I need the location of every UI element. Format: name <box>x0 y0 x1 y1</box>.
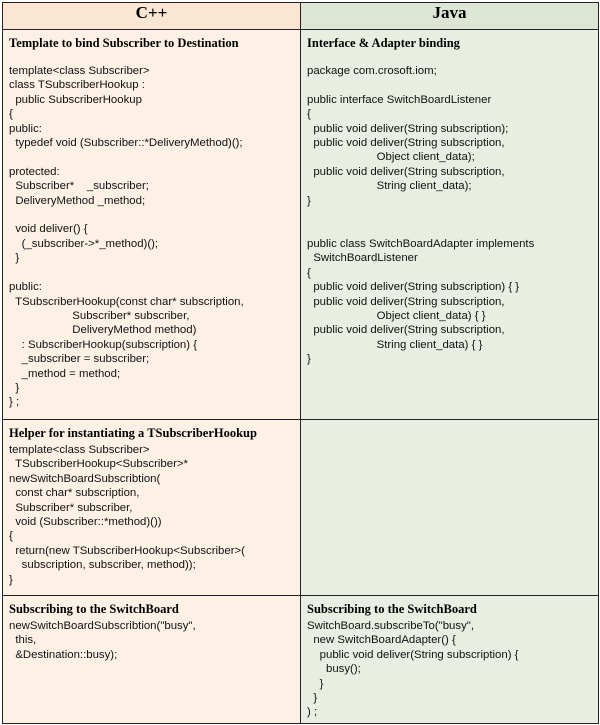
cpp-column-header: C++ <box>3 3 301 30</box>
java-subscribe-code: SwitchBoard.subscribeTo("busy", new SwitchBoardAdapter() { public void deliver(String subscription) { busy(); } } ) ; <box>307 620 519 719</box>
java-binding-code: package com.crosoft.iom; public interface SwitchBoardListener { public void deliver(String subscription); public void deliver(String subscription, Object client_data); public void deliver(String subscription, String client_data); } public class SwitchBoardAdapter implements SwitchBoardListener { public void deliver(String subscription) { } public void deliver(String subscription, Object client_data) { } public void deliver(String subscription, String client_data) { } } <box>307 65 535 366</box>
cpp-helper-title: Helper for instantiating a TSubscriberHookup <box>9 426 257 440</box>
java-subscribe-title: Subscribing to the SwitchBoard <box>307 602 477 616</box>
java-binding-title: Interface & Adapter binding <box>307 36 460 50</box>
cpp-subscribe-title: Subscribing to the SwitchBoard <box>9 602 179 616</box>
cpp-helper-code: template<class Subscriber> TSubscriberHookup<Subscriber>* newSwitchBoardSubscribtion( const char* subscription, Subscriber* subscriber, void (Subscriber::*method)()) { return(new TSubscriberHookup<Subscriber>( subscription, subscriber, method)); } <box>9 444 245 586</box>
binding-row <box>3 30 599 420</box>
cpp-subscribe-code: newSwitchBoardSubscribtion("busy", this, &Destination::busy); <box>9 620 196 661</box>
subscribe-row <box>3 596 599 724</box>
java-helper-cell-empty <box>301 420 599 596</box>
comparison-table <box>2 2 599 724</box>
java-binding-cell <box>301 30 599 420</box>
cpp-binding-title: Template to bind Subscriber to Destination <box>9 36 239 50</box>
cpp-binding-cell <box>3 30 301 420</box>
java-column-header: Java <box>301 3 599 30</box>
cpp-helper-cell <box>3 420 301 596</box>
cpp-subscribe-cell <box>3 596 301 724</box>
header-row <box>3 3 599 30</box>
java-subscribe-cell <box>301 596 599 724</box>
helper-row <box>3 420 599 596</box>
cpp-binding-code: template<class Subscriber> class TSubscriberHookup : public SubscriberHookup { public: typedef void (Subscriber::*DeliveryMethod)(); protected: Subscriber* _subscriber; DeliveryMethod _method; void deliver() { (_subscriber->*_method)(); } public: TSubscriberHookup(const char* subscription, Subscriber* subscriber, DeliveryMethod method) : SubscriberHookup(subscription) { _subscriber = subscriber; _method = method; } } ; <box>9 65 244 409</box>
